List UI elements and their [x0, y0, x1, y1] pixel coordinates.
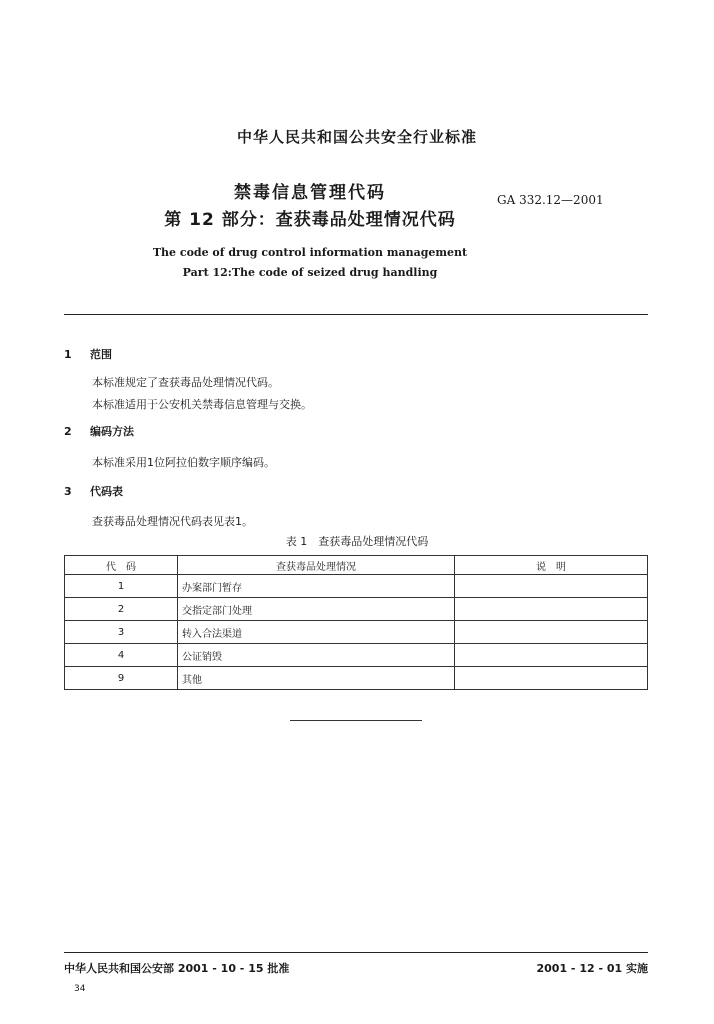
table-row: [65, 598, 648, 621]
section-3-paragraph-1: 查获毒品处理情况代码表见表1。: [92, 515, 253, 528]
header-divider: [64, 314, 648, 315]
header-description: 查获毒品处理情况: [178, 556, 455, 575]
cell-description: 公证销毁: [178, 644, 455, 667]
table-row: [65, 667, 648, 690]
section-number: 2: [64, 425, 72, 438]
section-number: 1: [64, 348, 72, 361]
section-2-paragraph-1: 本标准采用1位阿拉伯数字顺序编码。: [92, 456, 275, 469]
title-cn-line1: 禁毒信息管理代码: [234, 183, 386, 203]
section-1-paragraph-2: 本标准适用于公安机关禁毒信息管理与交换。: [92, 398, 312, 411]
issue-date: 中华人民共和国公安部 2001 - 10 - 15 批准: [64, 962, 290, 975]
cell-description: 其他: [178, 667, 455, 690]
section-heading-1: [64, 346, 112, 362]
effective-date: 2001 - 12 - 01 实施: [536, 962, 648, 975]
title-en-line1: The code of drug control information management: [152, 246, 468, 259]
cell-note: [455, 621, 648, 644]
table-row: [65, 621, 648, 644]
section-heading-2: [64, 423, 134, 439]
standard-code: GA 332.12—2001: [497, 193, 604, 207]
cell-description: 转入合法渠道: [178, 621, 455, 644]
table-row: [65, 575, 648, 598]
title-en-line2: Part 12:The code of seized drug handling: [182, 266, 438, 279]
header-note: 说 明: [455, 556, 648, 575]
cell-note: [455, 575, 648, 598]
cell-note: [455, 644, 648, 667]
section-number: 3: [64, 485, 72, 498]
section-title: 代码表: [90, 485, 123, 498]
cell-description: 办案部门暂存: [178, 575, 455, 598]
end-of-standard-rule: [290, 720, 422, 721]
cell-code: 3: [65, 621, 178, 644]
code-table: [64, 555, 648, 690]
section-title: 范围: [90, 348, 112, 361]
section-1-paragraph-1: 本标准规定了查获毒品处理情况代码。: [92, 376, 279, 389]
table-header-row: [65, 556, 648, 575]
cell-description: 交指定部门处理: [178, 598, 455, 621]
table-caption: 表 1 查获毒品处理情况代码: [285, 535, 429, 548]
cell-code: 1: [65, 575, 178, 598]
section-title: 编码方法: [90, 425, 134, 438]
title-cn-line2: 第 12 部分：查获毒品处理情况代码: [164, 210, 456, 230]
cell-code: 4: [65, 644, 178, 667]
table-row: [65, 644, 648, 667]
cell-note: [455, 667, 648, 690]
page-number: 34: [74, 984, 86, 994]
cell-code: 2: [65, 598, 178, 621]
section-heading-3: [64, 483, 123, 499]
cell-code: 9: [65, 667, 178, 690]
cell-note: [455, 598, 648, 621]
footer-divider: [64, 952, 648, 953]
header-code: 代 码: [65, 556, 178, 575]
standard-type-heading: 中华人民共和国公共安全行业标准: [236, 128, 477, 146]
